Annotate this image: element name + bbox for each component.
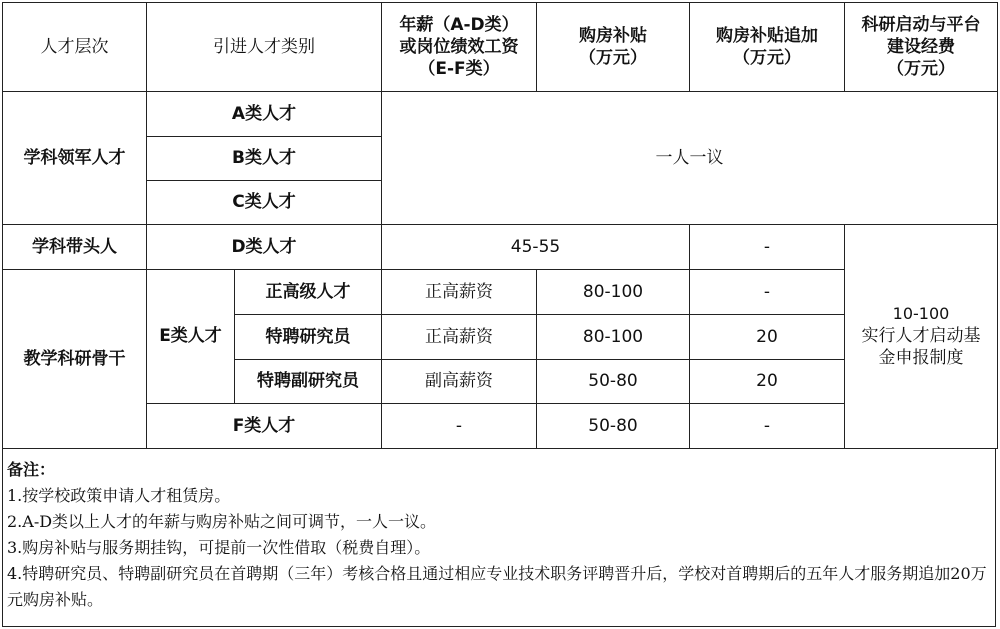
notes-title: 备注：: [7, 460, 56, 479]
header-housing-extra-line: （万元）: [733, 48, 801, 69]
research-note-line: 实行人才启动基: [861, 326, 981, 347]
e1-housing: 80-100: [537, 270, 690, 315]
f-salary: -: [382, 403, 537, 448]
header-research-line: 建设经费: [887, 37, 955, 58]
e1-extra: -: [690, 270, 845, 315]
header-category: 引进人才类别: [147, 3, 382, 92]
e3-housing: 50-80: [537, 359, 690, 403]
header-salary-line: 或岗位绩效工资: [399, 37, 519, 58]
e2-extra: 20: [690, 315, 845, 359]
header-research: [845, 3, 998, 92]
header-salary-line: 年薪（A-D类）: [399, 15, 519, 36]
level-leader: 学科领军人才: [3, 92, 147, 225]
e1-salary: 正高薪资: [382, 270, 537, 315]
category-e: E类人才: [147, 270, 235, 404]
level-head: 学科带头人: [3, 224, 147, 269]
header-research-line: 科研启动与平台: [861, 15, 981, 36]
category-f: F类人才: [147, 403, 382, 448]
category-c: C类人才: [147, 180, 382, 224]
f-extra: -: [690, 403, 845, 448]
header-housing-line: 购房补贴: [579, 26, 647, 47]
note-item: 4.特聘研究员、特聘副研究员在首聘期（三年）考核合格且通过相应专业技术职务评聘晋升后，学校对首聘期后的五年人才服务期追加20万元购房补贴。: [7, 564, 987, 609]
header-housing-extra: [690, 3, 845, 92]
table-row: [3, 224, 998, 269]
f-housing: 50-80: [537, 403, 690, 448]
note-item: 3.购房补贴与服务期挂钩，可提前一次性借取（税费自理）。: [7, 538, 431, 557]
e3-salary: 副高薪资: [382, 359, 537, 403]
level-backbone: 教学科研骨干: [3, 270, 147, 449]
e-sub-associate: 特聘副研究员: [235, 359, 382, 403]
header-salary: [382, 3, 537, 92]
category-d: D类人才: [147, 224, 382, 269]
header-level: 人才层次: [3, 3, 147, 92]
e-sub-researcher: 特聘研究员: [235, 315, 382, 359]
e2-housing: 80-100: [537, 315, 690, 359]
talent-policy-table: [2, 2, 998, 449]
e3-extra: 20: [690, 359, 845, 403]
category-b: B类人才: [147, 136, 382, 180]
d-housing-extra: -: [690, 224, 845, 269]
header-housing: [537, 3, 690, 92]
e2-salary: 正高薪资: [382, 315, 537, 359]
d-salary-housing: 45-55: [382, 224, 690, 269]
research-value: 10-100: [892, 304, 950, 324]
research-funding: [845, 224, 998, 448]
category-a: A类人才: [147, 92, 382, 136]
header-housing-extra-line: 购房补贴追加: [716, 26, 818, 47]
note-item: 1.按学校政策申请人才租赁房。: [7, 486, 231, 505]
table-row: [3, 92, 998, 136]
header-housing-line: （万元）: [579, 48, 647, 69]
note-item: 2.A-D类以上人才的年薪与购房补贴之间可调节，一人一议。: [7, 512, 437, 531]
header-research-line: （万元）: [887, 59, 955, 80]
header-row: [3, 3, 998, 92]
e-sub-senior: 正高级人才: [235, 270, 382, 315]
notes-section: [2, 449, 996, 627]
header-salary-line: （E-F类）: [418, 59, 500, 80]
research-note-line: 金申报制度: [878, 348, 964, 369]
abc-negotiation: 一人一议: [382, 92, 998, 225]
